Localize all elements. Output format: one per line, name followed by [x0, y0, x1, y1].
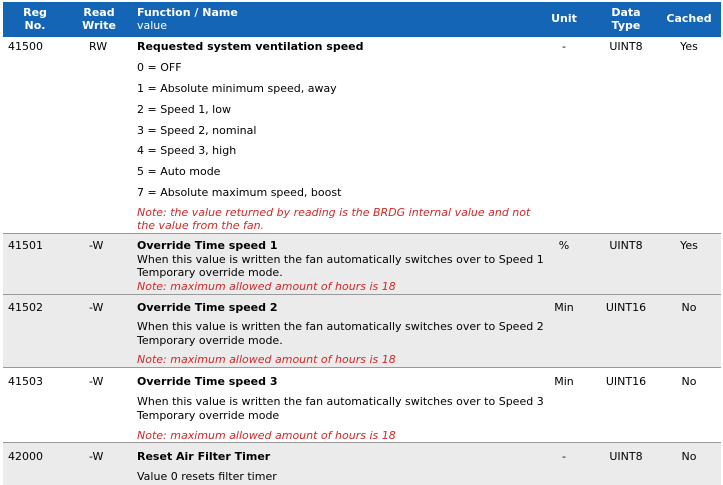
read-write: -W: [89, 239, 104, 252]
data-type: UINT16: [605, 375, 647, 388]
unit: %: [558, 239, 570, 252]
table-row: [3, 295, 721, 367]
header-dtype-line2: Type: [611, 19, 641, 32]
reg-no: 41502: [8, 301, 43, 314]
header-reg-line1: Reg: [23, 6, 47, 19]
header-data-type: [604, 6, 648, 32]
table-row: [3, 234, 721, 294]
header-read-write: [77, 6, 121, 32]
value-line: Value 0 resets filter timer: [137, 470, 277, 483]
note-line: Note: maximum allowed amount of hours is 18: [137, 429, 396, 442]
value-line: 1 = Absolute minimum speed, away: [137, 82, 337, 95]
cached: Yes: [680, 40, 698, 53]
note-line: Note: maximum allowed amount of hours is 18: [137, 353, 396, 366]
value-line: Temporary override mode.: [137, 334, 283, 347]
header-reg-line2: No.: [24, 19, 46, 32]
value-line: Temporary override mode.: [137, 266, 283, 279]
note-line: the value from the fan.: [137, 219, 265, 232]
data-type: UINT8: [609, 450, 643, 463]
table-row: [3, 37, 721, 233]
value-line: 3 = Speed 2, nominal: [137, 124, 257, 137]
function-name: Override Time speed 1: [137, 239, 278, 252]
header-func-title: Function / Name: [137, 6, 238, 19]
reg-no: 41503: [8, 375, 43, 388]
header-rw-line2: Write: [82, 19, 116, 32]
reg-no: 42000: [8, 450, 43, 463]
header-rw-line1: Read: [83, 6, 115, 19]
function-name: Requested system ventilation speed: [137, 40, 364, 53]
header-function-name: [137, 6, 238, 32]
header-dtype-line1: Data: [611, 6, 641, 19]
cached: Yes: [680, 239, 698, 252]
cached: No: [681, 450, 697, 463]
data-type: UINT16: [605, 301, 647, 314]
function-name: Override Time speed 2: [137, 301, 278, 314]
data-type: UINT8: [609, 239, 643, 252]
value-line: When this value is written the fan automatically switches over to Speed 2: [137, 320, 544, 333]
function-name: Override Time speed 3: [137, 375, 278, 388]
note-line: Note: the value returned by reading is the BRDG internal value and not: [137, 206, 531, 219]
header-reg-no: [15, 6, 55, 32]
value-line: When this value is written the fan automatically switches over to Speed 1: [137, 253, 544, 266]
unit: Min: [554, 375, 574, 388]
value-line: Temporary override mode: [137, 409, 280, 422]
function-name: Reset Air Filter Timer: [137, 450, 271, 463]
read-write: -W: [89, 301, 104, 314]
header-unit: Unit: [551, 12, 577, 25]
unit: -: [562, 450, 566, 463]
read-write: -W: [89, 375, 104, 388]
reg-no: 41501: [8, 239, 43, 252]
note-line: Note: maximum allowed amount of hours is 18: [137, 280, 396, 293]
read-write: -W: [89, 450, 104, 463]
reg-no: 41500: [8, 40, 43, 53]
value-line: 7 = Absolute maximum speed, boost: [137, 186, 342, 199]
value-line: When this value is written the fan automatically switches over to Speed 3: [137, 395, 544, 408]
value-line: 5 = Auto mode: [137, 165, 221, 178]
cached: No: [681, 301, 697, 314]
table-row: [3, 368, 721, 442]
unit: Min: [554, 301, 574, 314]
cached: No: [681, 375, 697, 388]
data-type: UINT8: [609, 40, 643, 53]
header-func-sub: value: [137, 19, 168, 32]
value-line: 4 = Speed 3, high: [137, 144, 237, 157]
read-write: RW: [89, 40, 108, 53]
table-row: [3, 443, 721, 485]
value-line: 0 = OFF: [137, 61, 182, 74]
header-cached: Cached: [666, 12, 712, 25]
value-line: 2 = Speed 1, low: [137, 103, 231, 116]
unit: -: [562, 40, 566, 53]
table-header: [3, 2, 721, 37]
